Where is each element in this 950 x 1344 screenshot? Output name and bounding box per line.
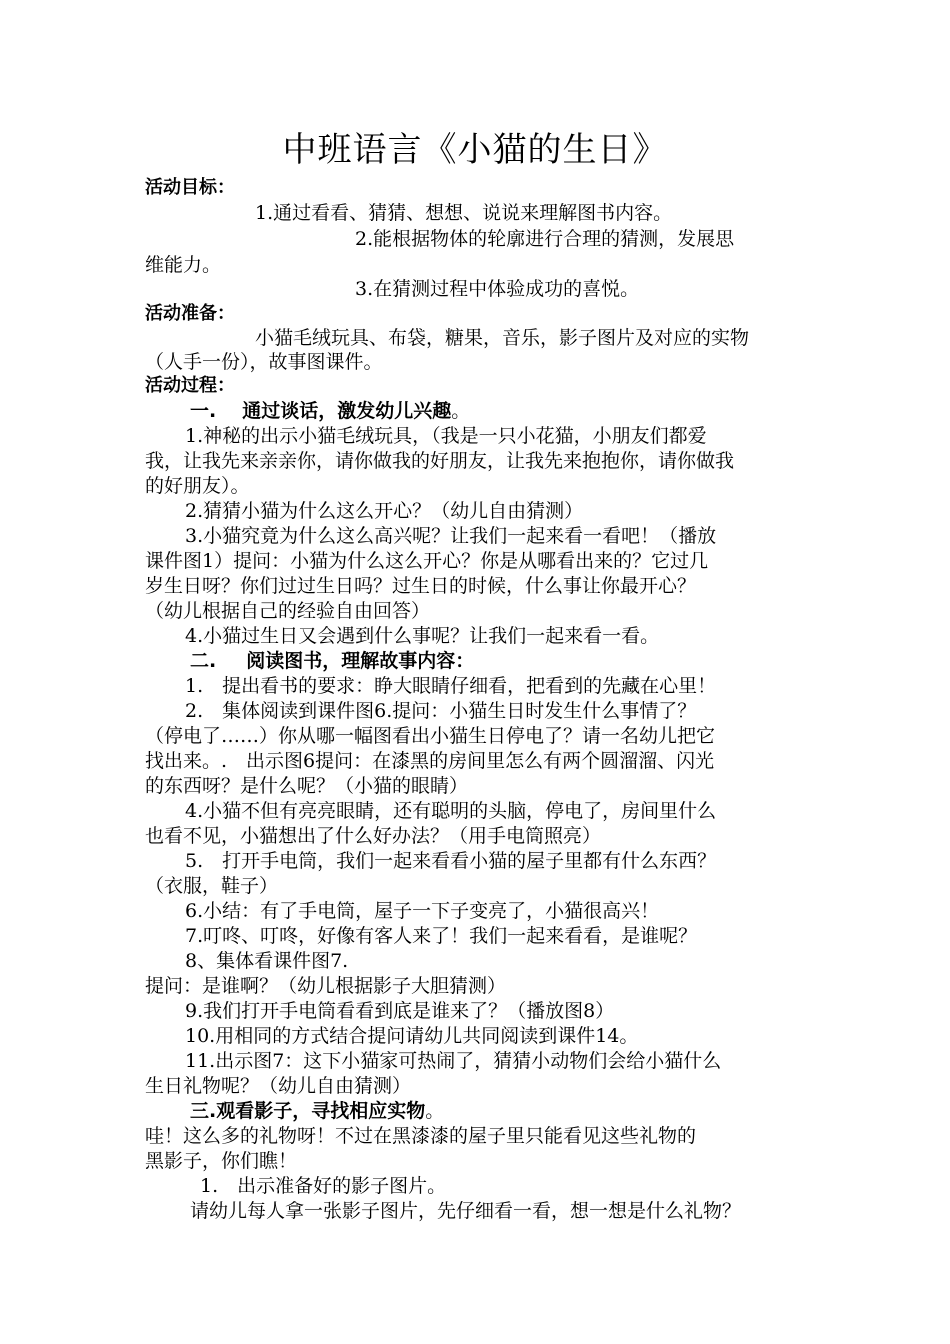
body-line: （幼儿根据自己的经验自由回答） <box>145 600 431 622</box>
subsection-tail: 。 <box>451 400 471 422</box>
body-line: 4.小猫过生日又会遇到什么事呢？让我们一起来看一看。 <box>185 625 660 647</box>
body-line: 的东西呀？是什么呢？（小猫的眼睛） <box>145 775 469 797</box>
body-line: 9.我们打开手电筒看看到底是谁来了？（播放图8） <box>185 1000 615 1022</box>
body-line: 的好朋友）。 <box>145 475 250 497</box>
goal-line: 维能力。 <box>145 254 222 276</box>
subsection-title: 三.观看影子，寻找相应实物 <box>190 1100 426 1122</box>
body-line: 黑影子，你们瞧！ <box>145 1150 298 1172</box>
body-line: 11.出示图7：这下小猫家可热闹了，猜猜小动物们会给小猫什么 <box>185 1050 722 1072</box>
body-line: 提问：是谁啊？（幼儿根据影子大胆猜测） <box>145 975 507 997</box>
subsection-heading-3 <box>190 1099 444 1123</box>
body-line: 也看不见，小猫想出了什么好办法？（用手电筒照亮） <box>145 825 602 847</box>
body-line: （停电了……）你从哪一幅图看出小猫生日停电了？请一名幼儿把它 <box>145 725 716 747</box>
goal-line: 1.通过看看、猜猜、想想、说说来理解图书内容。 <box>255 202 673 224</box>
section-heading-preparation: 活动准备： <box>145 303 235 324</box>
subsection-heading-1 <box>190 399 470 423</box>
body-line: 1. 出示准备好的影子图片。 <box>200 1175 447 1197</box>
body-line: 2. 集体阅读到课件图6.提问：小猫生日时发生什么事情了？ <box>185 700 697 722</box>
body-line: 岁生日呀？你们过过生日吗？过生日的时候，什么事让你最开心？ <box>145 575 697 597</box>
body-line: 请幼儿每人拿一张影子图片，先仔细看一看，想一想是什么礼物？ <box>190 1200 742 1222</box>
body-line: 7.叮咚、叮咚，好像有客人来了！我们一起来看看，是谁呢？ <box>185 925 698 947</box>
body-line: 5. 打开手电筒，我们一起来看看小猫的屋子里都有什么东西？ <box>185 850 717 872</box>
subsection-title: 通过谈话，激发幼儿兴趣 <box>242 400 452 422</box>
goal-line: 2.能根据物体的轮廓进行合理的猜测，发展思 <box>355 228 735 250</box>
subsection-heading-2 <box>190 649 474 673</box>
section-heading-goals: 活动目标： <box>145 177 235 198</box>
body-line: 生日礼物呢？（幼儿自由猜测） <box>145 1075 412 1097</box>
body-line: 课件图1）提问：小猫为什么这么开心？你是从哪看出来的？它过几 <box>145 550 709 572</box>
prep-line: 小猫毛绒玩具、布袋，糖果，音乐，影子图片及对应的实物 <box>255 327 750 349</box>
body-line: 4.小猫不但有亮亮眼睛，还有聪明的头脑，停电了，房间里什么 <box>185 800 717 822</box>
body-line: 1. 提出看书的要求：睁大眼睛仔细看，把看到的先藏在心里！ <box>185 675 717 697</box>
goal-line: 3.在猜测过程中体验成功的喜悦。 <box>355 278 640 300</box>
body-line: 哇！这么多的礼物呀！不过在黑漆漆的屋子里只能看见这些礼物的 <box>145 1125 697 1147</box>
subsection-number: 一. <box>190 400 217 422</box>
body-line: 8、集体看课件图7. <box>185 950 349 972</box>
body-line: 10.用相同的方式结合提问请幼儿共同阅读到课件14。 <box>185 1025 639 1047</box>
body-line: 6.小结：有了手电筒，屋子一下子变亮了，小猫很高兴！ <box>185 900 660 922</box>
section-heading-process: 活动过程： <box>145 375 235 396</box>
subsection-title: 阅读图书，理解故事内容： <box>246 650 475 672</box>
document-title: 中班语言《小猫的生日》 <box>282 130 668 170</box>
subsection-tail: 。 <box>425 1100 445 1122</box>
body-line: 2.猜猜小猫为什么这么开心？（幼儿自由猜测） <box>185 500 584 522</box>
body-line: 找出来。. 出示图6提问：在漆黑的房间里怎么有两个圆溜溜、闪光 <box>145 750 715 772</box>
body-line: 3.小猫究竟为什么这么高兴呢？让我们一起来看一看吧！（播放 <box>185 525 717 547</box>
body-line: （衣服，鞋子） <box>145 875 279 897</box>
prep-line: （人手一份），故事图课件。 <box>145 351 383 373</box>
body-line: 我，让我先来亲亲你，请你做我的好朋友，让我先来抱抱你，请你做我 <box>145 450 735 472</box>
body-line: 1.神秘的出示小猫毛绒玩具，（我是一只小花猫，小朋友们都爱 <box>185 425 707 447</box>
subsection-number: 二. <box>190 650 217 672</box>
